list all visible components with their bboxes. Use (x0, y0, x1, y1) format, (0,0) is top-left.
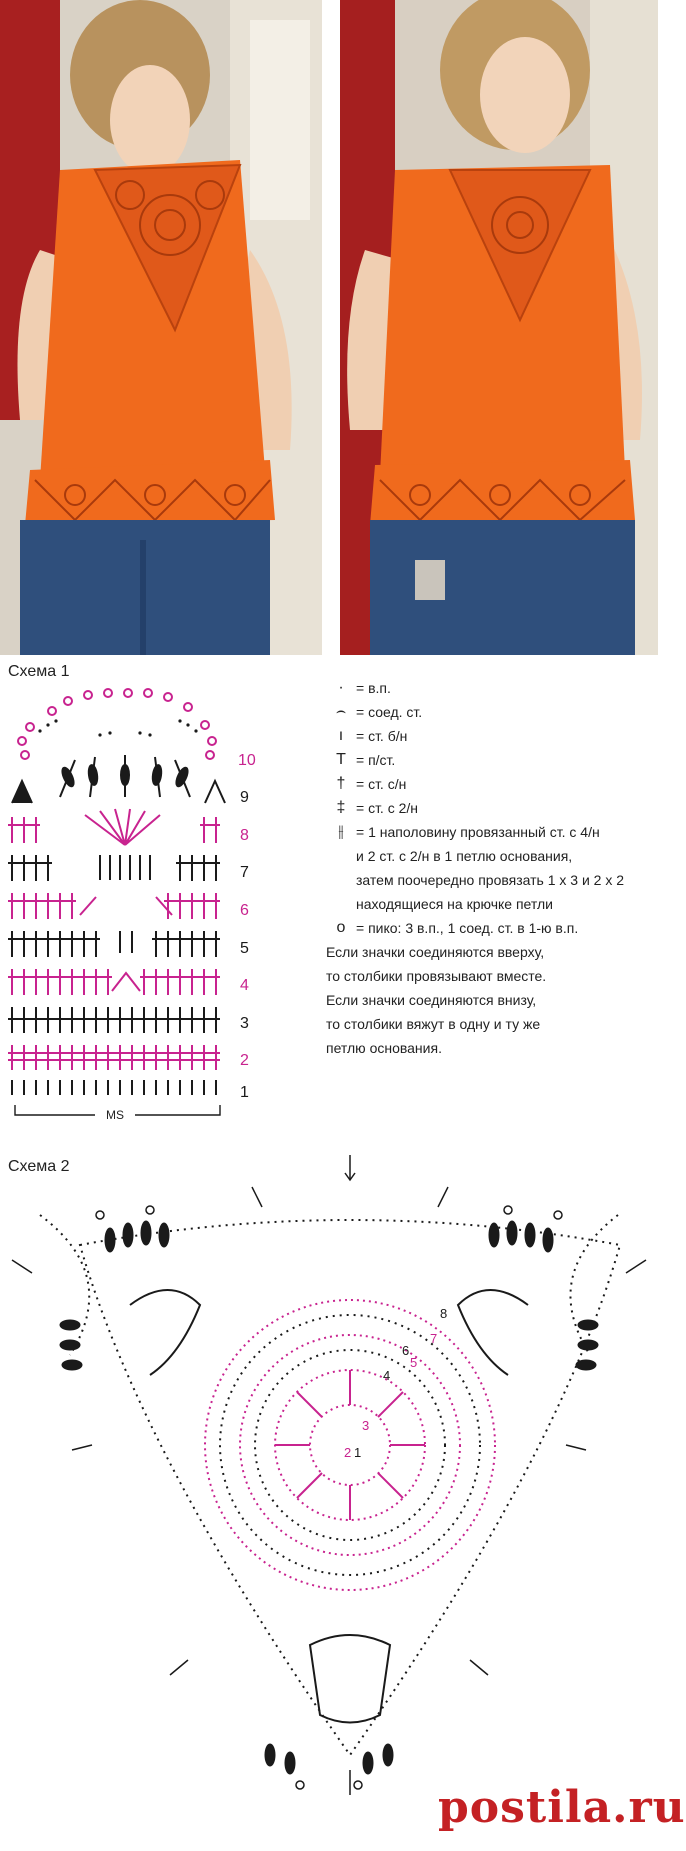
photo-front-view (340, 0, 658, 655)
round-number-7: 7 (430, 1331, 438, 1346)
legend-row (326, 796, 656, 820)
round-number-2: 2 (344, 1445, 352, 1460)
legend-row (326, 676, 656, 700)
legend-text: = 1 наполовину провязанный ст. с 4/н (356, 824, 600, 840)
half-double-icon: T (336, 751, 346, 768)
legend-text: = ст. б/н (356, 728, 408, 744)
note-line: Если значки соединяются внизу, (326, 992, 537, 1008)
round-number-3: 3 (362, 1418, 370, 1433)
slip-stitch-icon: ⌢ (335, 703, 347, 720)
row-number-2: 2 (240, 1052, 249, 1069)
row-number-9: 9 (240, 789, 249, 806)
picot-icon: o (336, 919, 346, 936)
legend-row (326, 772, 656, 796)
note-line: Если значки соединяются вверху, (326, 944, 545, 960)
schema2-title: Схема 2 (8, 1158, 70, 1175)
schema1-title: Схема 1 (8, 663, 70, 680)
round-number-8: 8 (440, 1306, 448, 1321)
legend-row (326, 844, 656, 868)
row-number-7: 7 (240, 864, 249, 881)
row-number-6: 6 (240, 902, 249, 919)
row-number-4: 4 (240, 977, 249, 994)
single-crochet-icon: ı (338, 727, 344, 744)
note-line: то столбики провязывают вместе. (326, 968, 547, 984)
legend-row (326, 724, 656, 748)
legend-row (326, 820, 656, 844)
legend-text: = ст. с 2/н (356, 800, 419, 816)
row-number-3: 3 (240, 1015, 249, 1032)
ms-label: MS (106, 1108, 124, 1122)
legend-text: = п/ст. (356, 752, 396, 768)
legend-text: = в.п. (356, 680, 391, 696)
legend-text: = соед. ст. (356, 704, 423, 720)
photo-back-view (0, 0, 322, 655)
legend-row (326, 700, 656, 724)
crochet-chart-1 (0, 685, 320, 1135)
row-number-8: 8 (240, 827, 249, 844)
chain-stitch-icon: · (338, 679, 344, 696)
round-number-6: 6 (402, 1343, 410, 1358)
legend-text: находящиеся на крючке петли (356, 896, 553, 912)
round-number-1: 1 (354, 1445, 362, 1460)
crochet-chart-2 (0, 1155, 658, 1795)
note-line: петлю основания. (326, 1040, 442, 1056)
round-number-5: 5 (410, 1355, 418, 1370)
row-number-1: 1 (240, 1084, 249, 1101)
double-crochet-icon: † (336, 775, 346, 792)
legend-row (326, 868, 656, 892)
legend (326, 676, 656, 1060)
legend-text: затем поочередно провязать 1 х 3 и 2 х 2 (356, 872, 625, 888)
row-number-10: 10 (238, 752, 256, 769)
row-number-5: 5 (240, 940, 249, 957)
treble-crochet-icon: ‡ (336, 799, 346, 816)
legend-row (326, 748, 656, 772)
round-number-4: 4 (383, 1368, 391, 1383)
note-line: то столбики вяжут в одну и ту же (326, 1016, 541, 1032)
legend-text: и 2 ст. с 2/н в 1 петлю основания, (356, 848, 573, 864)
legend-text: = пико: 3 в.п., 1 соед. ст. в 1-ю в.п. (356, 920, 579, 936)
watermark: postila.ru (438, 1782, 686, 1833)
legend-row (326, 892, 656, 916)
cluster-stitch-icon: ⫲ (338, 823, 344, 840)
legend-row (326, 916, 656, 940)
legend-text: = ст. с/н (356, 776, 407, 792)
